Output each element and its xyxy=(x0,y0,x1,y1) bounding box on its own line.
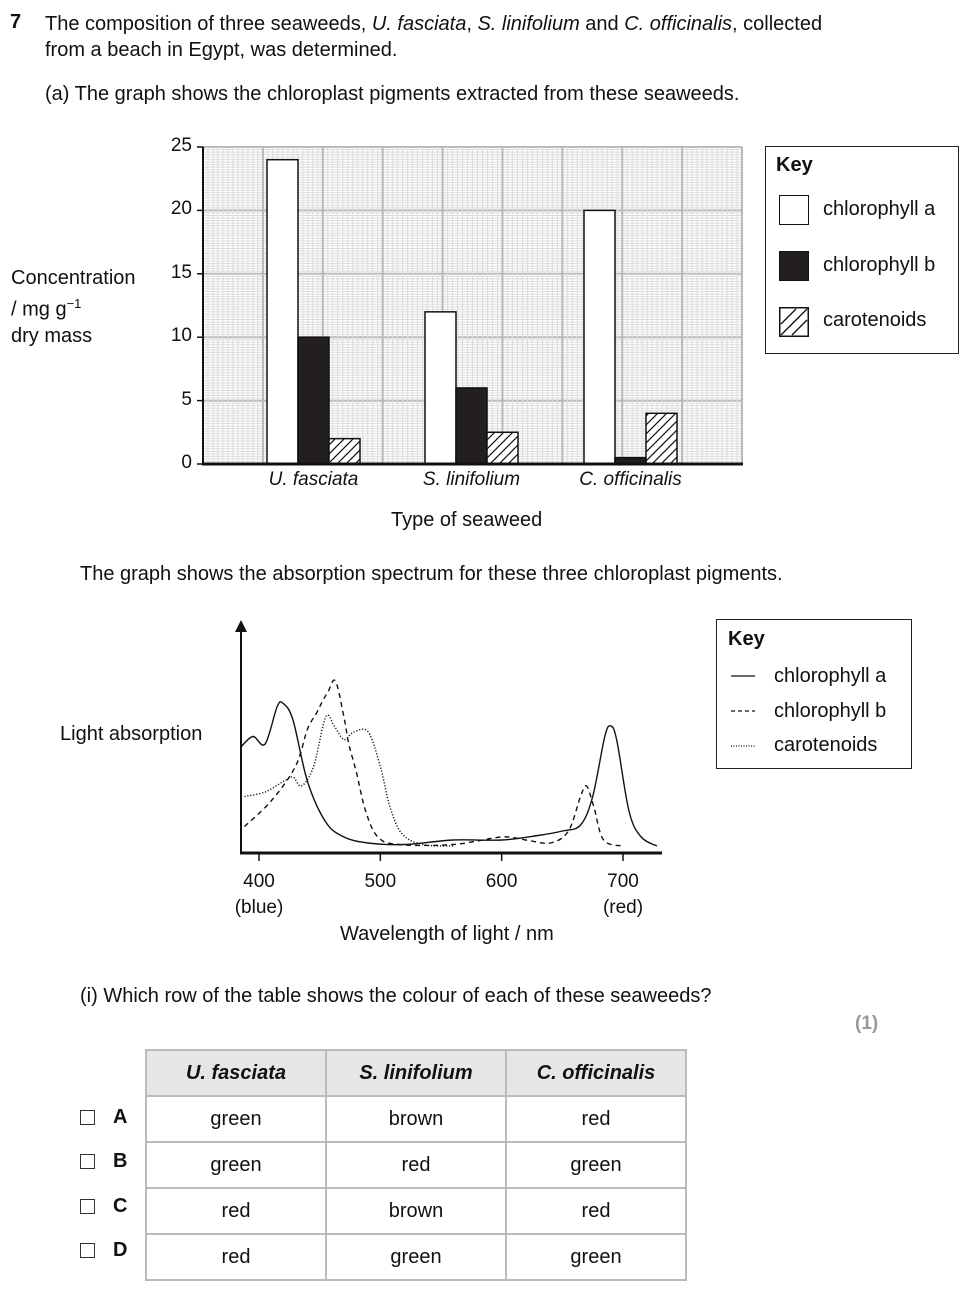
part-i-prompt: (i) Which row of the table shows the colour of each of these seaweeds? xyxy=(80,985,712,1007)
x-tick-value: 500 xyxy=(364,871,397,892)
key-swatch-chlorophyll-b xyxy=(779,251,809,281)
x-category-label: U. fasciata xyxy=(268,469,359,490)
x-tick-note: (red) xyxy=(602,897,644,918)
x-tick-label xyxy=(578,869,668,921)
table-cell: green xyxy=(146,1096,326,1142)
table-header-row xyxy=(146,1050,686,1096)
spectrum-xlabel: Wavelength of light / nm xyxy=(340,923,554,945)
curve-chlorophyll-b xyxy=(244,680,623,846)
ylabel-line-1: Concentration xyxy=(11,267,136,289)
x-tick-label xyxy=(214,869,304,921)
x-tick-value: 600 xyxy=(485,871,518,892)
table-cell: brown xyxy=(326,1096,506,1142)
option-checkbox[interactable] xyxy=(80,1110,95,1125)
option-letter: D xyxy=(113,1239,128,1261)
ylabel-line-2: / mg g xyxy=(11,298,67,321)
y-tick-label: 25 xyxy=(170,135,192,156)
table-cell: green xyxy=(506,1142,686,1188)
key-label-chlorophyll-a: chlorophyll a xyxy=(823,198,936,220)
key-line-dotted xyxy=(731,744,757,748)
species-1: U. fasciata xyxy=(371,13,467,35)
table-header: S. linifolium xyxy=(326,1050,506,1096)
spectrum-key-carotenoids: carotenoids xyxy=(774,734,878,756)
y-tick-label: 0 xyxy=(181,452,192,473)
ylabel-line-3: dry mass xyxy=(11,324,93,347)
table-cell: red xyxy=(146,1188,326,1234)
option-d[interactable] xyxy=(80,1229,140,1273)
table-cell: red xyxy=(146,1234,326,1280)
marks-label: (1) xyxy=(855,1013,879,1034)
bar-carotenoids xyxy=(329,439,360,464)
x-tick-value: 400 xyxy=(243,871,275,892)
bar-chlorophyll-a xyxy=(584,210,615,464)
x-category-label: S. linifolium xyxy=(422,469,521,490)
option-checkbox[interactable] xyxy=(80,1199,95,1214)
y-tick-label: 15 xyxy=(170,261,192,283)
table-cell: green xyxy=(326,1234,506,1280)
option-b[interactable] xyxy=(80,1140,140,1184)
intro-line-2: from a beach in Egypt, was determined. xyxy=(45,39,398,61)
option-checkbox[interactable] xyxy=(80,1243,95,1258)
key-line-solid xyxy=(731,674,757,678)
spectrum-ylabel: Light absorption xyxy=(60,723,203,745)
table-cell: red xyxy=(506,1096,686,1142)
part-a-text: (a) The graph shows the chloroplast pigments extracted from these seaweeds. xyxy=(45,83,740,105)
y-tick-label: 5 xyxy=(181,388,192,410)
sep-1: , xyxy=(466,13,478,35)
table-row xyxy=(146,1188,686,1234)
option-letter: C xyxy=(113,1194,128,1217)
bar-chart-xlabel: Type of seaweed xyxy=(391,509,543,531)
intro-text-1: The composition of three seaweeds, xyxy=(45,13,372,35)
answer-table xyxy=(145,1049,687,1281)
key-line-dashed xyxy=(731,709,757,713)
key-swatch-carotenoids xyxy=(779,307,809,337)
spectrum-key xyxy=(716,619,912,769)
option-letter: A xyxy=(113,1105,128,1128)
table-row xyxy=(146,1234,686,1280)
x-tick-note: (blue) xyxy=(234,897,284,918)
option-c[interactable] xyxy=(80,1184,140,1228)
spectrum-key-title: Key xyxy=(728,628,765,650)
table-header: U. fasciata xyxy=(146,1050,326,1096)
table-row xyxy=(146,1142,686,1188)
table-row xyxy=(146,1096,686,1142)
table-cell: green xyxy=(146,1142,326,1188)
y-tick-label: 20 xyxy=(170,198,192,220)
y-tick-label: 10 xyxy=(170,325,192,347)
question-number: 7 xyxy=(10,11,22,33)
bar-key-title: Key xyxy=(776,154,813,176)
species-2: S. linifolium xyxy=(477,13,580,35)
spectrum-key-chlorophyll-b: chlorophyll b xyxy=(774,700,887,722)
x-tick-label xyxy=(335,869,425,895)
bar-chart-key xyxy=(765,146,959,354)
bar-carotenoids xyxy=(487,432,518,464)
spectrum-key-chlorophyll-a: chlorophyll a xyxy=(774,665,887,687)
curve-carotenoids xyxy=(244,715,453,846)
bar-chlorophyll-b xyxy=(298,337,329,464)
table-cell: red xyxy=(506,1188,686,1234)
y-axis-arrow xyxy=(235,620,247,632)
absorption-spectrum-chart xyxy=(0,600,700,880)
bar-chlorophyll-a xyxy=(425,312,456,464)
key-label-carotenoids: carotenoids xyxy=(823,309,927,331)
x-category-label: C. officinalis xyxy=(579,469,682,490)
sep-2: and xyxy=(579,13,625,35)
x-tick-label xyxy=(457,869,547,895)
option-checkbox[interactable] xyxy=(80,1154,95,1169)
bar-chlorophyll-b xyxy=(456,388,487,464)
table-cell: green xyxy=(506,1234,686,1280)
table-header: C. officinalis xyxy=(506,1050,686,1096)
bar-chlorophyll-a xyxy=(267,160,298,464)
ylabel-superscript: −1 xyxy=(66,296,82,311)
x-tick-value: 700 xyxy=(607,871,639,892)
option-letter: B xyxy=(113,1150,128,1172)
table-cell: red xyxy=(326,1142,506,1188)
spectrum-intro-text: The graph shows the absorption spectrum for these three chloroplast pigments. xyxy=(80,563,783,585)
table-cell: brown xyxy=(326,1188,506,1234)
intro-text-2: , collected xyxy=(732,13,823,35)
species-3: C. officinalis xyxy=(624,13,733,35)
key-label-chlorophyll-b: chlorophyll b xyxy=(823,254,936,276)
option-a[interactable] xyxy=(80,1095,140,1139)
bar-carotenoids xyxy=(646,413,677,464)
key-swatch-chlorophyll-a xyxy=(779,195,809,225)
curve-chlorophyll-a xyxy=(241,702,657,846)
